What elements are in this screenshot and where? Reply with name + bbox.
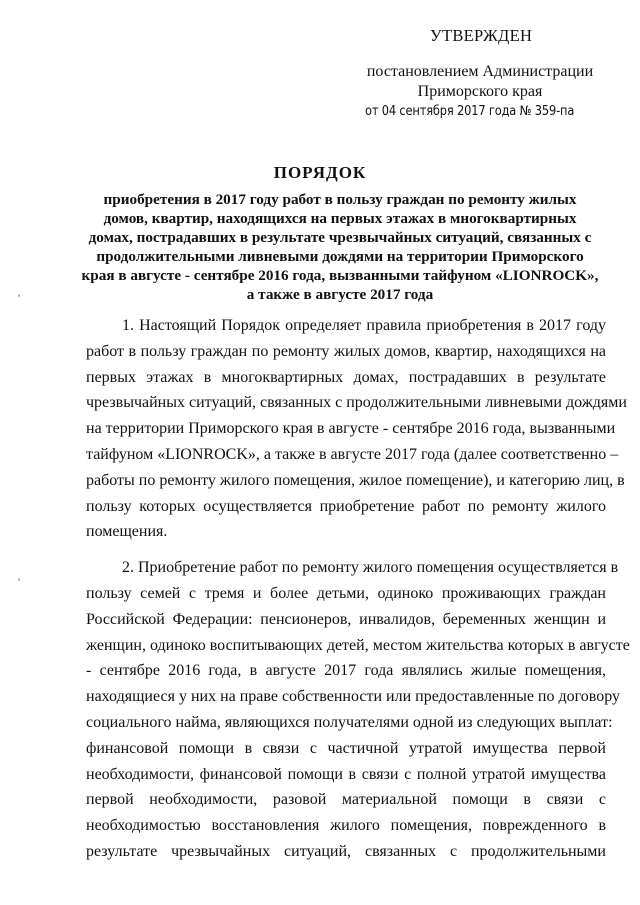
paragraph-1-line: 1. Настоящий Порядок определяет правила приобретения в 2017 году — [122, 317, 606, 334]
subtitle-line: края в августе - сентябре 2016 года, вызванными тайфуном «LIONROCK», — [81, 267, 599, 284]
paragraph-2-line: Российской Федерации: пенсионеров, инвалидов, беременных женщин и — [86, 610, 606, 628]
paragraph-2-line: социального найма, являющихся получателями одной из следующих выплат: — [86, 713, 613, 731]
paragraph-2-line: результате чрезвычайных ситуаций, связанных с продолжительными — [86, 842, 606, 860]
document-title: ПОРЯДОК — [273, 163, 367, 182]
paragraph-1-line: на территории Приморского края в августе - сентябре 2016 года, вызванными — [86, 420, 616, 438]
resolution-date: от 04 сентября 2017 года № 359-па — [365, 104, 575, 119]
paragraph-2-line: финансовой помощи в связи с частичной утратой имущества первой — [86, 739, 606, 757]
subtitle-line: а также в августе 2017 года — [246, 286, 434, 303]
paragraph-2-line: женщин, одиноко воспитывающих детей, местом жительства которых в августе — [86, 636, 630, 654]
subtitle-line: приобретения в 2017 году работ в пользу граждан по ремонту жилых — [103, 191, 577, 208]
subtitle-line: продолжительными ливневыми дождями на территории Приморского — [96, 248, 584, 265]
paragraph-1-line: помещения. — [86, 523, 168, 541]
margin-mark: ' — [18, 291, 21, 305]
paragraph-2-line: необходимостью восстановления жилого помещения, поврежденного в — [86, 817, 606, 835]
paragraph-2-line: необходимости, финансовой помощи в связи с полной утратой имущества — [86, 765, 606, 783]
document-body — [86, 313, 630, 865]
paragraph-1-line: работы по ремонту жилого помещения, жилое помещение), и категорию лиц, в — [86, 471, 625, 489]
paragraph-1-line: первых этажах в многоквартирных домах, пострадавших в результате — [86, 368, 606, 386]
subtitle-line: домах, пострадавших в результате чрезвычайных ситуаций, связанных с — [88, 229, 592, 246]
paragraph-1-line: пользу которых осуществляется приобретение работ по ремонту жилого — [86, 497, 606, 515]
paragraph-1-line: чрезвычайных ситуаций, связанных с продолжительными ливневыми дождями — [86, 394, 627, 412]
document-subtitle — [60, 190, 620, 304]
margin-mark: ' — [18, 575, 21, 589]
resolution-line-2: Приморского края — [417, 83, 543, 100]
paragraph-1-line: работ в пользу граждан по ремонту жилых домов, квартир, находящихся на — [86, 342, 606, 360]
paragraph-2-line: первой необходимости, разовой материальной помощи в связи с — [86, 791, 606, 809]
subtitle-line: домов, квартир, находящихся на первых этажах в многоквартирных — [103, 210, 577, 227]
paragraph-2-line: 2. Приобретение работ по ремонту жилого помещения осуществляется в — [122, 559, 619, 577]
resolution-line-1: постановлением Администрации — [366, 63, 594, 80]
approved-stamp: УТВЕРЖДЕН — [430, 26, 533, 45]
paragraph-1-line: тайфуном «LIONROCK», а также в августе 2017 года (далее соответственно – — [86, 445, 619, 463]
paragraph-2-line: находящиеся у них на праве собственности или предоставленные по договору — [86, 688, 621, 706]
paragraph-2-line: пользу семей с тремя и более детьми, одиноко проживающих граждан — [86, 584, 606, 602]
paragraph-2-line: - сентябре 2016 года, в августе 2017 года являлись жилые помещения, — [86, 662, 606, 680]
